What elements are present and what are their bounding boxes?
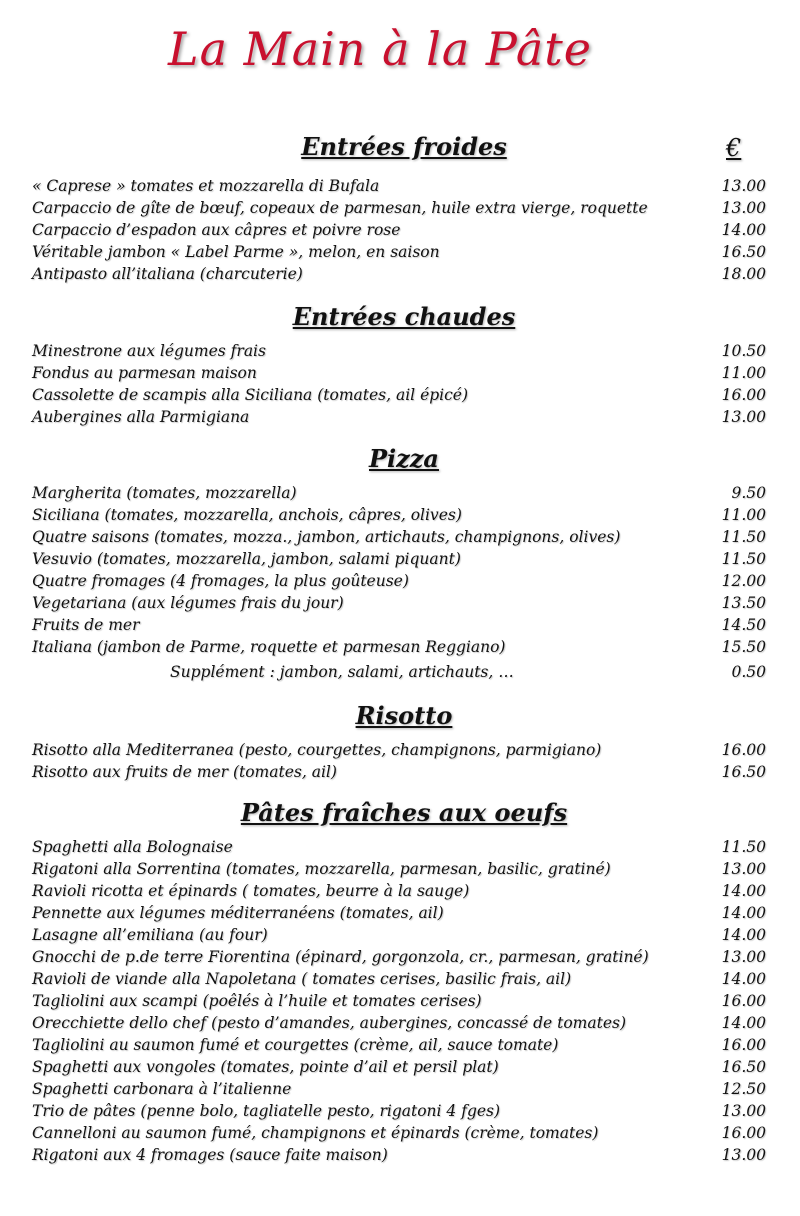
menu-item: [32, 1122, 772, 1144]
item-name: Cannelloni au saumon fumé, champignons et épinards (crème, tomates): [32, 1124, 599, 1142]
item-price: 13.00: [721, 408, 766, 426]
item-name: Rigatoni aux 4 fromages (sauce faite maison): [32, 1146, 388, 1164]
menu-item: [32, 175, 772, 197]
item-price: 13.00: [721, 177, 766, 195]
item-name: Fruits de mer: [32, 616, 140, 634]
menu-item: [32, 880, 772, 902]
section-title-pizza: Pizza: [369, 444, 439, 473]
item-name: Spaghetti aux vongoles (tomates, pointe d’ail et persil plat): [32, 1058, 499, 1076]
item-name: Italiana (jambon de Parme, roquette et parmesan Reggiano): [32, 638, 506, 656]
item-name: Lasagne all’emiliana (au four): [32, 926, 268, 944]
item-name: Risotto alla Mediterranea (pesto, courgettes, champignons, parmigiano): [32, 741, 602, 759]
menu-item: [32, 592, 772, 614]
menu-item: [32, 548, 772, 570]
item-name: Supplément : jambon, salami, artichauts, …: [170, 663, 514, 681]
item-name: Quatre fromages (4 fromages, la plus goûteuse): [32, 572, 409, 590]
item-price: 16.50: [721, 763, 766, 781]
menu-item: [32, 219, 772, 241]
item-name: Véritable jambon « Label Parme », melon, en saison: [32, 243, 440, 261]
item-price: 16.50: [721, 1058, 766, 1076]
menu-item: [32, 614, 772, 636]
item-price: 16.00: [721, 992, 766, 1010]
menu-item: [32, 924, 772, 946]
item-name: Cassolette de scampis alla Siciliana (tomates, ail épicé): [32, 386, 469, 404]
item-price: 16.00: [721, 386, 766, 404]
item-name: Ravioli de viande alla Napoletana ( tomates cerises, basilic frais, ail): [32, 970, 572, 988]
menu-item: [32, 946, 772, 968]
item-price: 9.50: [731, 484, 766, 502]
menu-item: [32, 1100, 772, 1122]
item-name: Gnocchi de p.de terre Fiorentina (épinard, gorgonzola, cr., parmesan, gratiné): [32, 948, 649, 966]
restaurant-title: La Main à la Pâte: [168, 22, 592, 76]
item-price: 14.00: [721, 926, 766, 944]
section-items-pizza: [32, 482, 772, 683]
item-price: 11.50: [721, 838, 766, 856]
item-price: 14.00: [721, 221, 766, 239]
item-price: 11.50: [721, 528, 766, 546]
item-price: 13.00: [721, 199, 766, 217]
item-price: 13.00: [721, 948, 766, 966]
item-price: 11.00: [721, 506, 766, 524]
section-items-entrees-chaudes: [32, 340, 772, 428]
item-price: 13.00: [721, 1146, 766, 1164]
item-price: 11.00: [721, 364, 766, 382]
menu-item: [32, 1056, 772, 1078]
item-name: Carpaccio d’espadon aux câpres et poivre rose: [32, 221, 401, 239]
item-price: 18.00: [721, 265, 766, 283]
menu-item: [32, 504, 772, 526]
item-name: « Caprese » tomates et mozzarella di Bufala: [32, 177, 380, 195]
menu-item: [32, 858, 772, 880]
menu-item: [32, 1078, 772, 1100]
section-title-risotto: Risotto: [355, 701, 453, 730]
item-name: Antipasto all’italiana (charcuterie): [32, 265, 303, 283]
item-price: 16.00: [721, 1036, 766, 1054]
menu-item: [32, 526, 772, 548]
item-name: Quatre saisons (tomates, mozza., jambon, artichauts, champignons, olives): [32, 528, 621, 546]
item-price: 12.00: [721, 572, 766, 590]
item-price: 16.00: [721, 1124, 766, 1142]
menu-item: [32, 197, 772, 219]
menu-item: [32, 570, 772, 592]
item-name: Carpaccio de gîte de bœuf, copeaux de parmesan, huile extra vierge, roquette: [32, 199, 648, 217]
menu-item: [32, 902, 772, 924]
item-price: 14.00: [721, 1014, 766, 1032]
item-name: Vesuvio (tomates, mozzarella, jambon, salami piquant): [32, 550, 461, 568]
item-price: 12.50: [721, 1080, 766, 1098]
menu-item: [32, 990, 772, 1012]
menu-item: [32, 263, 772, 285]
item-name: Spaghetti alla Bolognaise: [32, 838, 233, 856]
menu-item: [32, 968, 772, 990]
item-price: 15.50: [721, 638, 766, 656]
menu-item: [32, 1144, 772, 1166]
menu-item: [32, 362, 772, 384]
item-price: 0.50: [731, 663, 766, 681]
item-name: Rigatoni alla Sorrentina (tomates, mozzarella, parmesan, basilic, gratiné): [32, 860, 611, 878]
menu-item: [32, 406, 772, 428]
item-name: Risotto aux fruits de mer (tomates, ail): [32, 763, 337, 781]
section-title-pates: Pâtes fraîches aux oeufs: [240, 798, 568, 827]
item-name: Orecchiette dello chef (pesto d’amandes, aubergines, concassé de tomates): [32, 1014, 627, 1032]
menu-item: [32, 384, 772, 406]
item-name: Minestrone aux légumes frais: [32, 342, 266, 360]
supplement-item: [32, 661, 772, 683]
item-name: Tagliolini aux scampi (poêlés à l’huile et tomates cerises): [32, 992, 482, 1010]
item-name: Margherita (tomates, mozzarella): [32, 484, 297, 502]
item-name: Tagliolini au saumon fumé et courgettes (crème, ail, sauce tomate): [32, 1036, 559, 1054]
item-price: 13.00: [721, 860, 766, 878]
section-title-entrees-chaudes: Entrées chaudes: [292, 302, 516, 331]
section-title-entrees-froides: Entrées froides: [301, 132, 507, 161]
menu-item: [32, 1034, 772, 1056]
item-name: Siciliana (tomates, mozzarella, anchois, câpres, olives): [32, 506, 462, 524]
menu-item: [32, 739, 772, 761]
item-price: 16.00: [721, 741, 766, 759]
item-price: 14.00: [721, 970, 766, 988]
menu-item: [32, 761, 772, 783]
item-name: Ravioli ricotta et épinards ( tomates, beurre à la sauge): [32, 882, 470, 900]
item-name: Pennette aux légumes méditerranéens (tomates, ail): [32, 904, 444, 922]
currency-symbol: €: [726, 134, 742, 162]
item-name: Fondus au parmesan maison: [32, 364, 257, 382]
item-name: Vegetariana (aux légumes frais du jour): [32, 594, 344, 612]
menu-item: [32, 340, 772, 362]
menu-item: [32, 1012, 772, 1034]
item-name: Trio de pâtes (penne bolo, tagliatelle pesto, rigatoni 4 fges): [32, 1102, 501, 1120]
section-items-pates: [32, 836, 772, 1166]
menu-item: [32, 482, 772, 504]
menu-item: [32, 241, 772, 263]
item-price: 13.50: [721, 594, 766, 612]
item-price: 14.00: [721, 882, 766, 900]
item-price: 16.50: [721, 243, 766, 261]
menu-item: [32, 836, 772, 858]
item-price: 11.50: [721, 550, 766, 568]
item-name: Spaghetti carbonara à l’italienne: [32, 1080, 292, 1098]
section-items-entrees-froides: [32, 175, 772, 285]
item-name: Aubergines alla Parmigiana: [32, 408, 250, 426]
item-price: 14.50: [721, 616, 766, 634]
item-price: 14.00: [721, 904, 766, 922]
item-price: 10.50: [721, 342, 766, 360]
menu-item: [32, 636, 772, 658]
item-price: 13.00: [721, 1102, 766, 1120]
section-items-risotto: [32, 739, 772, 783]
